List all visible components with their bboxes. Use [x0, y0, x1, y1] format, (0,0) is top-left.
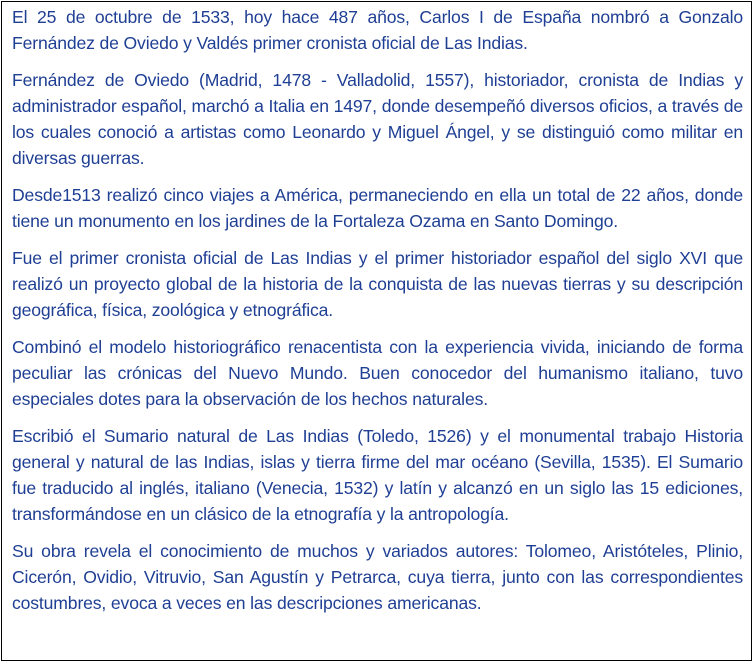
paragraph-historiographic-model: Combinó el modelo historiográfico renacentista con la experiencia vivida, iniciando de forma peculiar las crónicas del Nuevo Mundo. Buen conocedor del humanismo italiano, tuvo especiales dotes para la observación de los hechos naturales.: [12, 337, 743, 409]
paragraph-voyages: Desde1513 realizó cinco viajes a América, permaneciendo en ella un total de 22 años, donde tiene un monumento en los jardines de la Fortaleza Ozama en Santo Domingo.: [12, 185, 743, 231]
text-box: [1, 1, 752, 661]
paragraph-influences: Su obra revela el conocimiento de muchos y variados autores: Tolomeo, Aristóteles, Plinio, Cicerón, Ovidio, Vitruvio, San Agustín y Petrarca, cuya tierra, junto con las correspondientes costumbres, evoca a veces en las descripciones americanas.: [12, 541, 743, 613]
paragraph-works: Escribió el Sumario natural de Las Indias (Toledo, 1526) y el monumental trabajo Historia general y natural de las Indias, islas y tierra firme del mar océano (Sevilla, 1535). El Sumario fue traducido al inglés, italiano (Venecia, 1532) y latín y alcanzó en un siglo las 15 ediciones, transformándose en un clásico de la etnografía y la antropología.: [12, 426, 743, 524]
paragraph-biography: Fernández de Oviedo (Madrid, 1478 - Valladolid, 1557), historiador, cronista de Indias y administrador español, marchó a Italia en 1497, donde desempeñó diversos oficios, a través de los cuales conoció a artistas como Leonardo y Miguel Ángel, y se distinguió como militar en diversas guerras.: [12, 70, 743, 168]
paragraph-first-chronicler: Fue el primer cronista oficial de Las Indias y el primer historiador español del siglo XVI que realizó un proyecto global de la historia de la conquista de las nuevas tierras y su descripción geográfica, física, zoológica y etnográfica.: [12, 248, 743, 320]
paragraph-appointment: El 25 de octubre de 1533, hoy hace 487 años, Carlos I de España nombró a Gonzalo Fernández de Oviedo y Valdés primer cronista oficial de Las Indias.: [12, 7, 743, 53]
